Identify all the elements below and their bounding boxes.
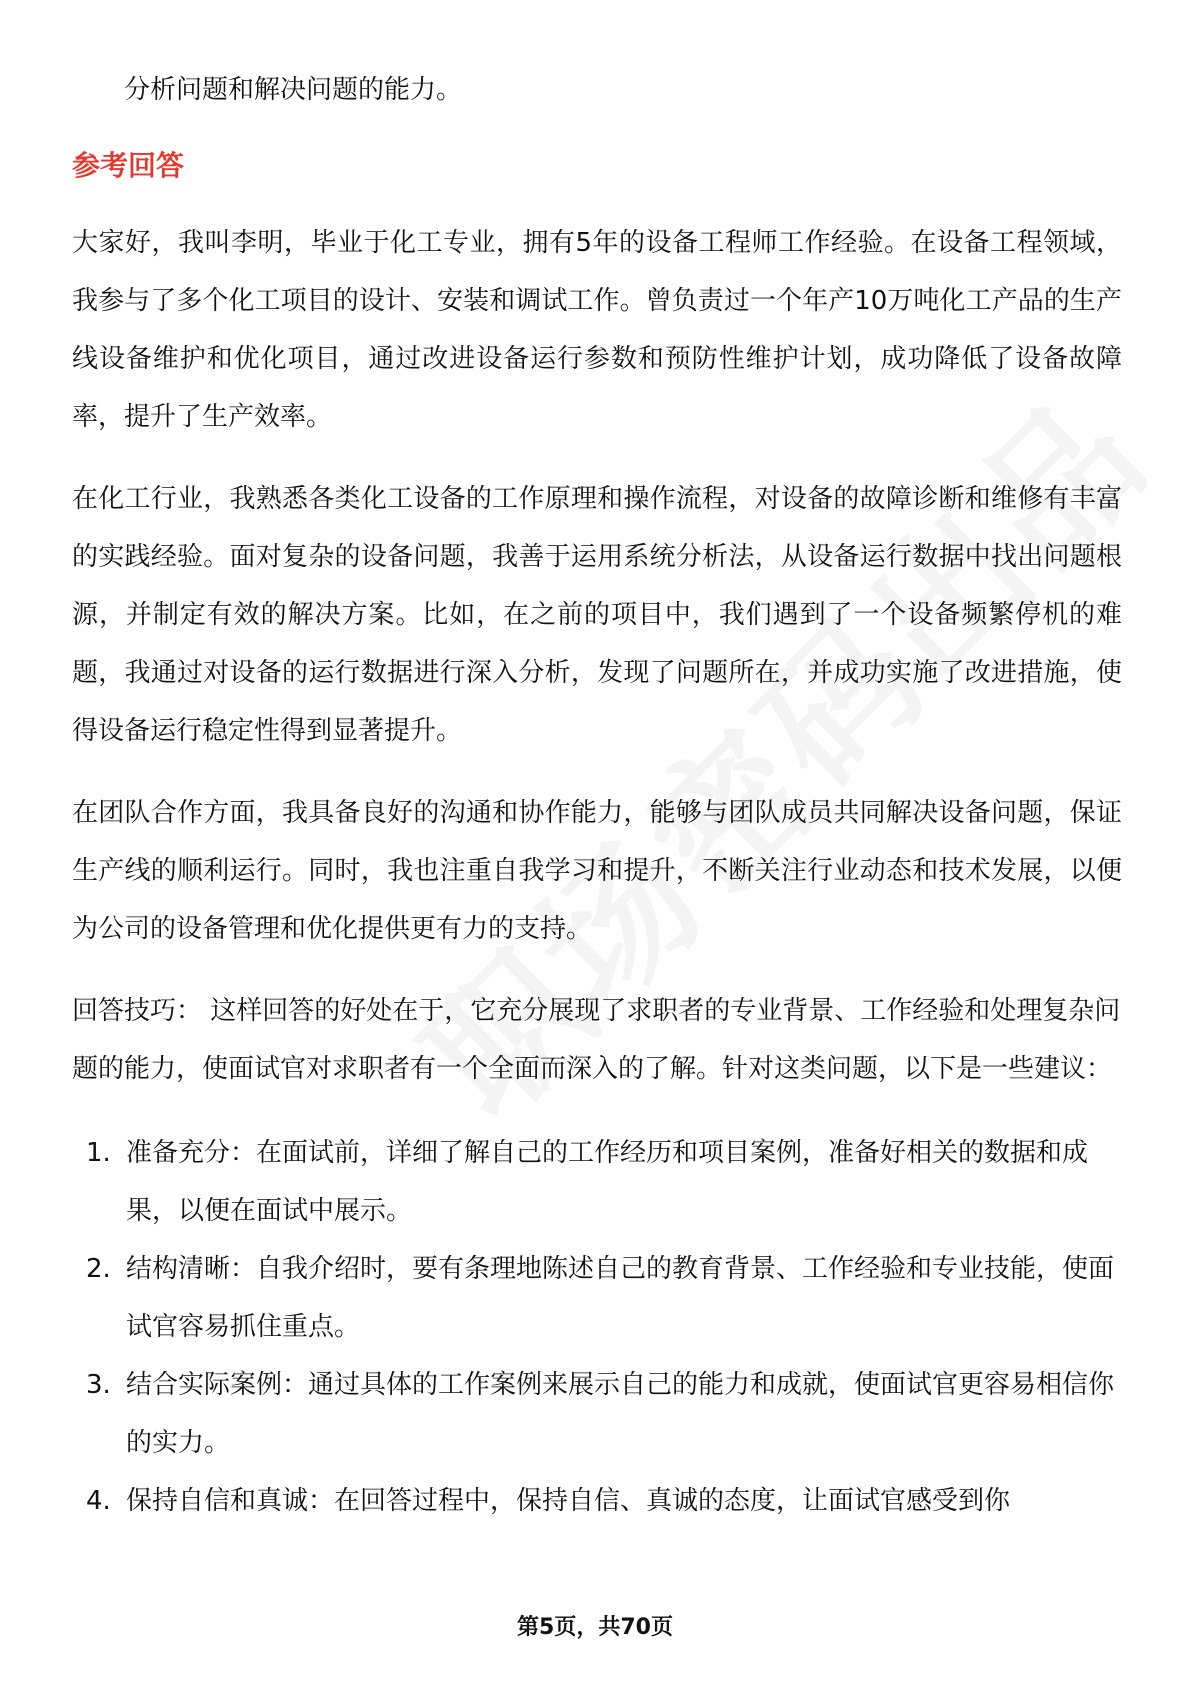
list-text: 准备充分：在面试前，详细了解自己的工作经历和项目案例，准备好相关的数据和成果，以便在面试中展示。 <box>126 1138 1089 1226</box>
list-number: 4. <box>86 1486 111 1516</box>
list-text: 保持自信和真诚：在回答过程中，保持自信、真诚的态度，让面试官感受到你 <box>126 1486 1011 1516</box>
section-title: 参考回答 <box>72 149 185 182</box>
tips-list <box>72 1124 1122 1530</box>
list-item <box>72 1356 1122 1472</box>
list-number: 2. <box>86 1254 111 1284</box>
list-number: 1. <box>86 1138 111 1168</box>
page-number-footer: 第5页，共70页 <box>517 1615 673 1640</box>
answer-paragraph-1: 大家好，我叫李明，毕业于化工专业，拥有5年的设备工程师工作经验。在设备工程领域，我参与了多个化工项目的设计、安装和调试工作。曾负责过一个年产10万吨化工产品的生产线设备维护和优化项目，通过改进设备运行参数和预防性维护计划，成功降低了设备故障率，提升了生产效率。 <box>72 228 1122 432</box>
continuation-text: 分析问题和解决问题的能力。 <box>124 75 463 105</box>
list-text: 结合实际案例：通过具体的工作案例来展示自己的能力和成就，使面试官更容易相信你的实力。 <box>126 1370 1115 1458</box>
list-text: 结构清晰：自我介绍时，要有条理地陈述自己的教育背景、工作经验和专业技能，使面试官容易抓住重点。 <box>126 1254 1115 1342</box>
list-item <box>72 1240 1122 1356</box>
page-content <box>72 66 1122 1530</box>
answer-paragraph-2: 在化工行业，我熟悉各类化工设备的工作原理和操作流程，对设备的故障诊断和维修有丰富的实践经验。面对复杂的设备问题，我善于运用系统分析法，从设备运行数据中找出问题根源，并制定有效的解决方案。比如，在之前的项目中，我们遇到了一个设备频繁停机的难题，我通过对设备的运行数据进行深入分析，发现了问题所在，并成功实施了改进措施，使得设备运行稳定性得到显著提升。 <box>72 484 1122 746</box>
answer-paragraph-3: 在团队合作方面，我具备良好的沟通和协作能力，能够与团队成员共同解决设备问题，保证生产线的顺利运行。同时，我也注重自我学习和提升，不断关注行业动态和技术发展，以便为公司的设备管理和优化提供更有力的支持。 <box>72 798 1122 944</box>
list-item <box>72 1124 1122 1240</box>
tips-intro: 回答技巧： 这样回答的好处在于，它充分展现了求职者的专业背景、工作经验和处理复杂问题的能力，使面试官对求职者有一个全面而深入的了解。针对这类问题，以下是一些建议： <box>72 996 1121 1084</box>
list-item <box>72 1472 1122 1530</box>
list-number: 3. <box>86 1370 111 1400</box>
